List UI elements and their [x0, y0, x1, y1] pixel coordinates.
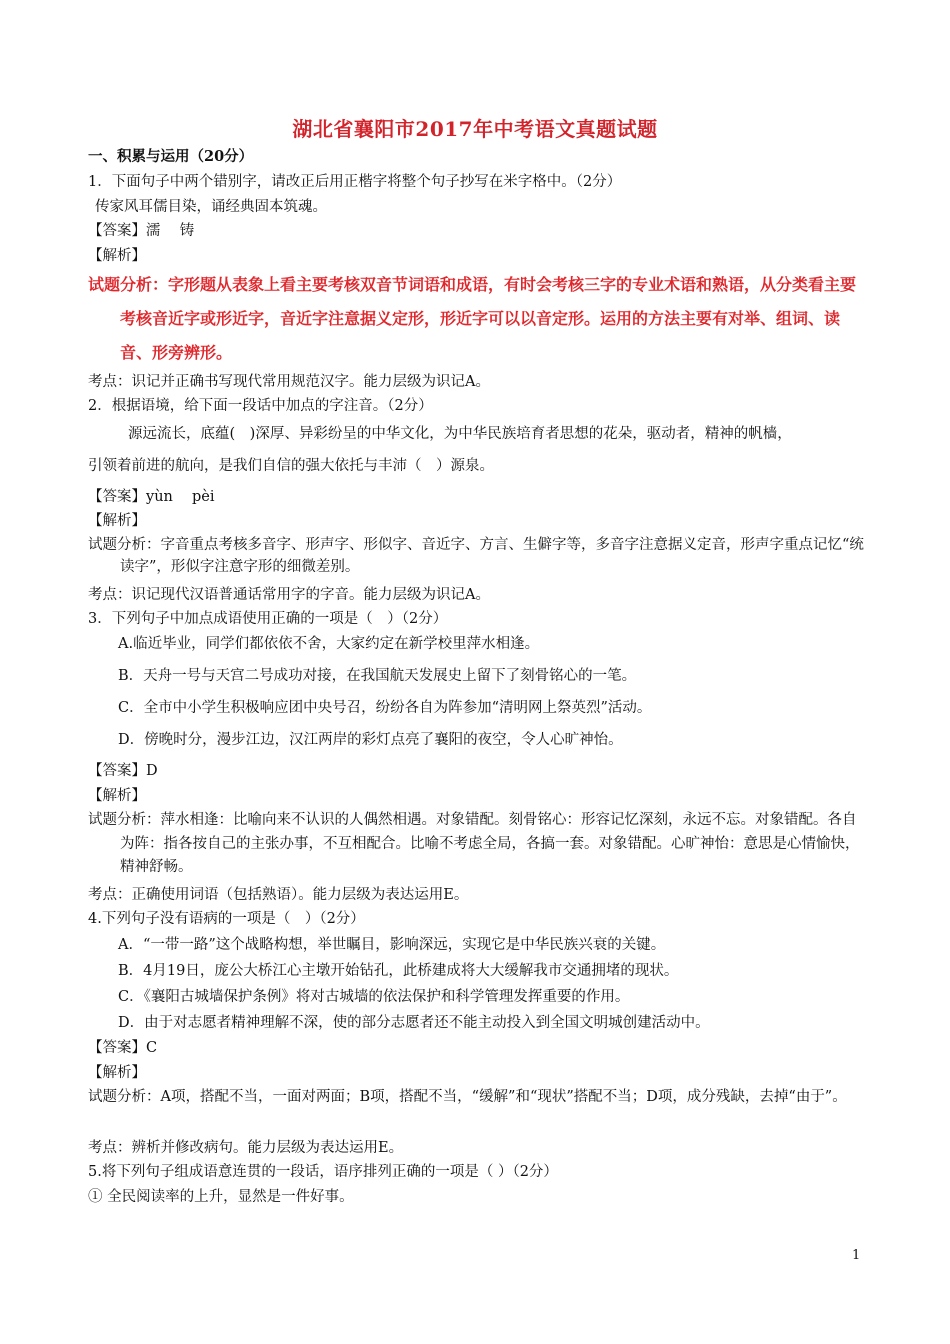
q3-analysis-label: 【解析】 [88, 788, 146, 804]
page-number: 1 [852, 1248, 861, 1263]
q3-analysis: 试题分析：萍水相逢：比喻向来不认识的人偶然相遇。对象错配。刻骨铭心：形容记忆深刻，永远不忘。对象错配。各自为阵：指各按自己的主张办事，不互相配合。比喻不考虑全局，各搞一套。对象错配。心旷神怡：意思是心情愉快，精神舒畅。 [88, 812, 860, 875]
q2-analysis: 试题分析：字音重点考核多音字、形声字、形似字、音近字、方言、生僻字等，多音字注意据义定音，形声字重点记忆“统读字”，形似字注意字形的细微差别。 [88, 537, 864, 575]
q2-stem: 2．根据语境，给下面一段话中加点的字注音。（2分） [88, 398, 433, 414]
q5-stem: 5.将下列句子组成语意连贯的一段话，语序排列正确的一项是（ ）（2分） [88, 1164, 558, 1180]
section-heading: 一、积累与运用（20分） [88, 148, 254, 165]
q3-option-d: D．傍晚时分，漫步江边，汉江两岸的彩灯点亮了襄阳的夜空，令人心旷神怡。 [118, 732, 623, 748]
q3-option-b: B．天舟一号与天宫二号成功对接，在我国航天发展史上留下了刻骨铭心的一笔。 [118, 668, 637, 684]
q1-kaodian: 考点：识记并正确书写现代常用规范汉字。能力层级为识记A。 [88, 374, 490, 390]
q2-analysis-label: 【解析】 [88, 513, 146, 529]
q3-answer: 【答案】D [88, 763, 158, 779]
q4-analysis-label: 【解析】 [88, 1065, 146, 1081]
q3-stem: 3．下列句子中加点成语使用正确的一项是（ ）（2分） [88, 611, 448, 627]
q3-option-c: C．全市中小学生积极响应团中央号召，纷纷各自为阵参加“清明网上祭英烈”活动。 [118, 700, 652, 716]
q4-option-c: C．《襄阳古城墙保护条例》将对古城墙的依法保护和科学管理发挥重要的作用。 [118, 989, 630, 1005]
document-title: 湖北省襄阳市2017年中考语文真题试题 [292, 117, 658, 141]
q5-item-1: ① 全民阅读率的上升，显然是一件好事。 [88, 1189, 354, 1205]
q1-stem: 1．下面句子中两个错别字，请改正后用正楷字将整个句子抄写在米字格中。（2分） [88, 174, 622, 190]
q3-kaodian: 考点：正确使用词语（包括熟语）。能力层级为表达运用E。 [88, 887, 469, 903]
q2-answer: 【答案】yùn pèi [88, 489, 215, 505]
q1-analysis: 试题分析：字形题从表象上看主要考核双音节词语和成语，有时会考核三字的专业术语和熟语，从分类看主要考核音近字或形近字，音近字注意据义定形，形近字可以以音定形。运用的方法主要有对举、组词、读音、形旁辨形。 [88, 275, 857, 362]
q4-kaodian: 考点：辨析并修改病句。能力层级为表达运用E。 [88, 1140, 404, 1156]
q3-option-a: A.临近毕业，同学们都依依不舍，大家约定在新学校里萍水相逢。 [118, 636, 540, 652]
q4-option-b: B．4月19日，庞公大桥江心主墩开始钻孔，此桥建成将大大缓解我市交通拥堵的现状。 [118, 963, 679, 979]
q4-answer: 【答案】C [88, 1040, 158, 1056]
q1-analysis-label: 【解析】 [88, 248, 146, 264]
q2-paragraph-line1: 源远流长，底蕴( )深厚、异彩纷呈的中华文化，为中华民族培育者思想的花朵，驱动者，精神的帆樯， [128, 426, 792, 442]
q2-kaodian: 考点：识记现代汉语普通话常用字的字音。能力层级为识记A。 [88, 587, 490, 603]
q1-sentence: 传家风耳儒目染，诵经典固本筑魂。 [95, 199, 327, 215]
q1-answer: 【答案】濡 铸 [88, 223, 195, 239]
q4-analysis: 试题分析：A项，搭配不当，一面对两面；B项，搭配不当，“缓解”和“现状”搭配不当；D项，成分残缺，去掉“由于”。 [88, 1089, 847, 1105]
q4-stem: 4.下列句子没有语病的一项是（ ）（2分） [88, 911, 365, 927]
q4-option-a: A．“一带一路”这个战略构想，举世瞩目，影响深远，实现它是中华民族兴衰的关键。 [118, 937, 666, 953]
q4-option-d: D．由于对志愿者精神理解不深，使的部分志愿者还不能主动投入到全国文明城创建活动中。 [118, 1015, 710, 1031]
q2-paragraph-line2: 引领着前进的航向，是我们自信的强大依托与丰沛（ ）源泉。 [88, 458, 494, 474]
